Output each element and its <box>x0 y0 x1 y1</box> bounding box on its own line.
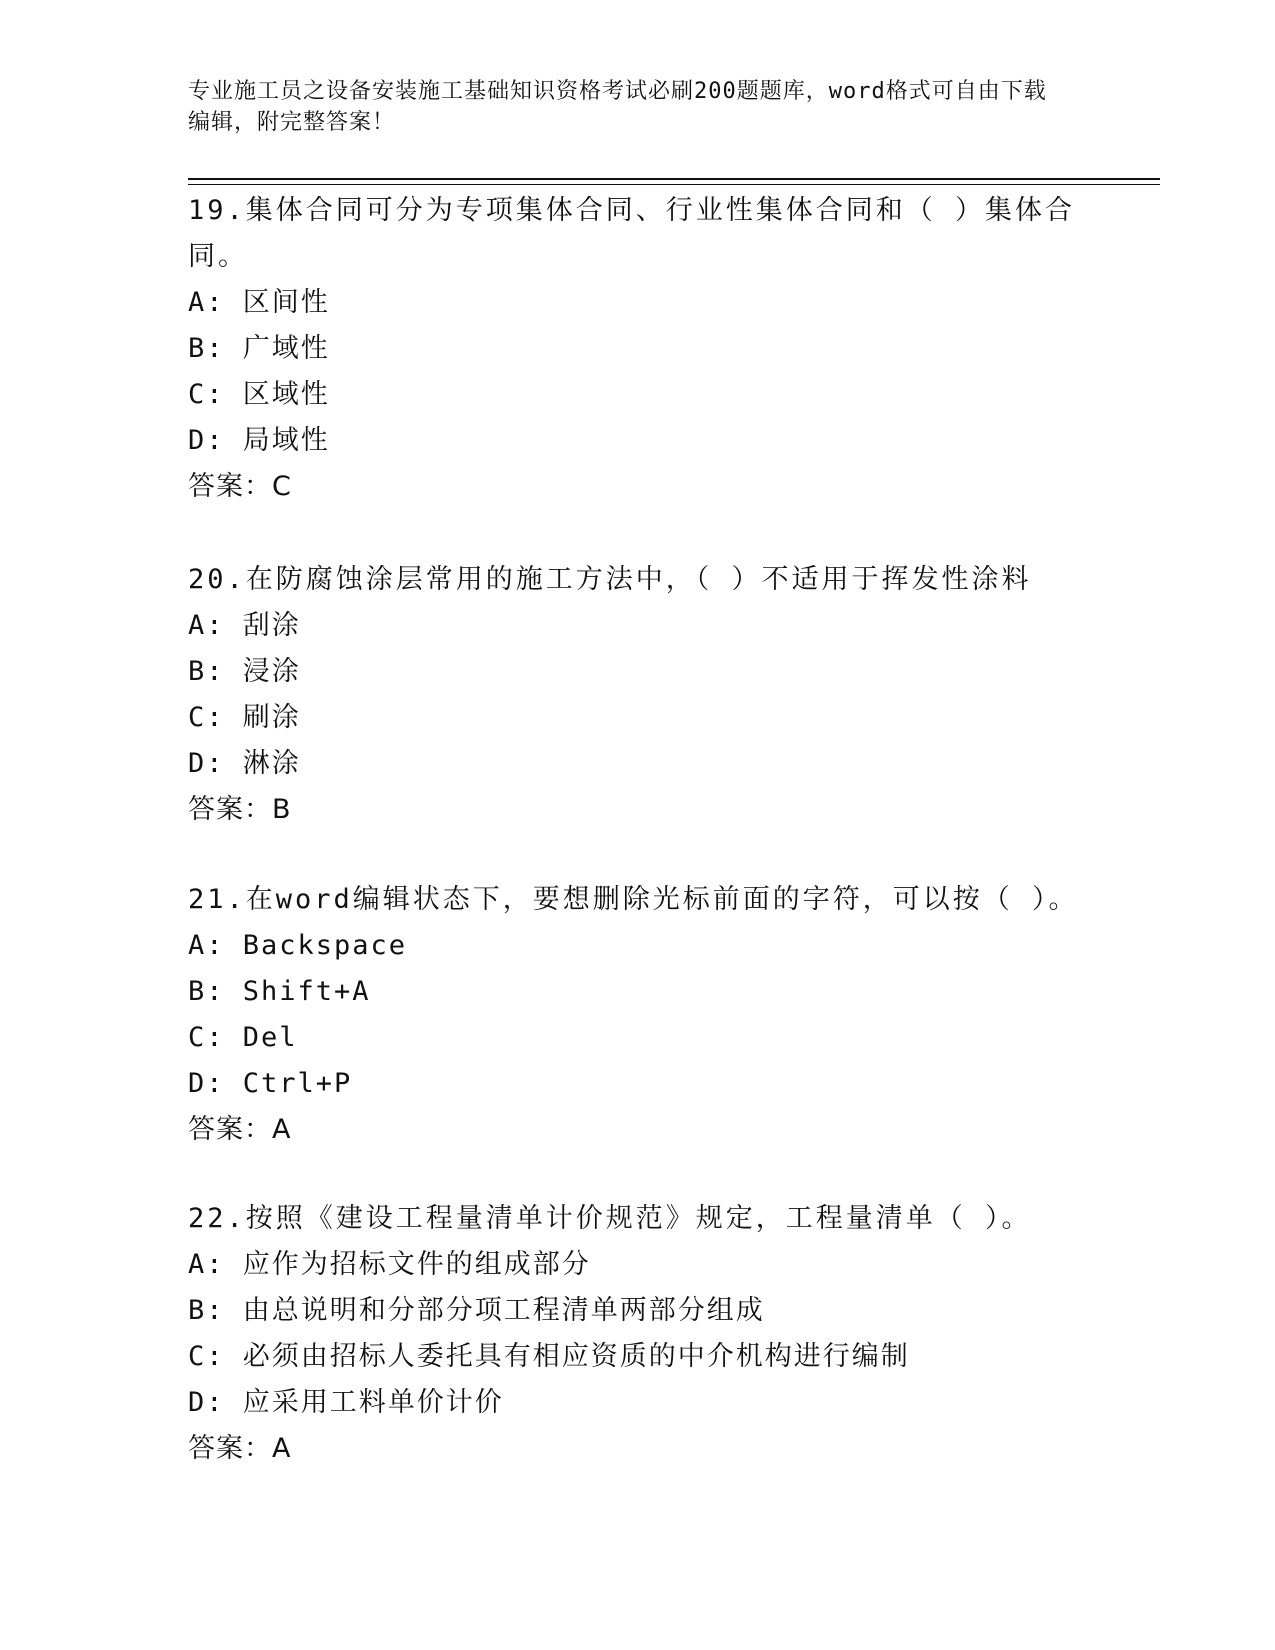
option-d: D: Ctrl+P <box>188 1068 353 1099</box>
question-stem: 19.集体合同可分为专项集体合同、行业性集体合同和（ ）集体合同。 <box>188 195 1076 272</box>
option-a: A: Backspace <box>188 930 408 961</box>
option-a: A: 应作为招标文件的组成部分 <box>188 1249 591 1280</box>
answer: 答案：A <box>188 1114 292 1145</box>
option-b: B: 浸涂 <box>188 656 301 687</box>
option-d: D: 淋涂 <box>188 748 301 779</box>
document-header: 专业施工员之设备安装施工基础知识资格考试必刷200题题库，word格式可自由下载编辑，附完整答案！ <box>188 79 1047 135</box>
option-d: D: 局域性 <box>188 425 330 456</box>
question-21 <box>188 877 1118 1153</box>
option-a: A: 区间性 <box>188 287 330 318</box>
option-b: B: 由总说明和分部分项工程清单两部分组成 <box>188 1295 765 1326</box>
answer: 答案：C <box>188 471 292 502</box>
answer: 答案：A <box>188 1433 292 1464</box>
header-rule-thick <box>188 178 1160 180</box>
question-stem: 20.在防腐蚀涂层常用的施工方法中，（ ）不适用于挥发性涂料 <box>188 564 1032 595</box>
option-b: B: Shift+A <box>188 976 371 1007</box>
option-c: C: 区域性 <box>188 379 330 410</box>
option-c: C: 必须由招标人委托具有相应资质的中介机构进行编制 <box>188 1341 910 1372</box>
question-19 <box>188 188 1118 510</box>
question-stem: 22.按照《建设工程量清单计价规范》规定，工程量清单（ ）。 <box>188 1203 1032 1234</box>
question-22 <box>188 1196 1118 1472</box>
question-stem: 21.在word编辑状态下，要想删除光标前面的字符，可以按（ ）。 <box>188 884 1079 915</box>
option-d: D: 应采用工料单价计价 <box>188 1387 504 1418</box>
option-b: B: 广域性 <box>188 333 330 364</box>
answer: 答案：B <box>188 794 292 825</box>
option-a: A: 刮涂 <box>188 610 301 641</box>
option-c: C: Del <box>188 1022 298 1053</box>
question-20 <box>188 557 1118 833</box>
option-c: C: 刷涂 <box>188 702 301 733</box>
header-rule-thin <box>188 184 1160 185</box>
